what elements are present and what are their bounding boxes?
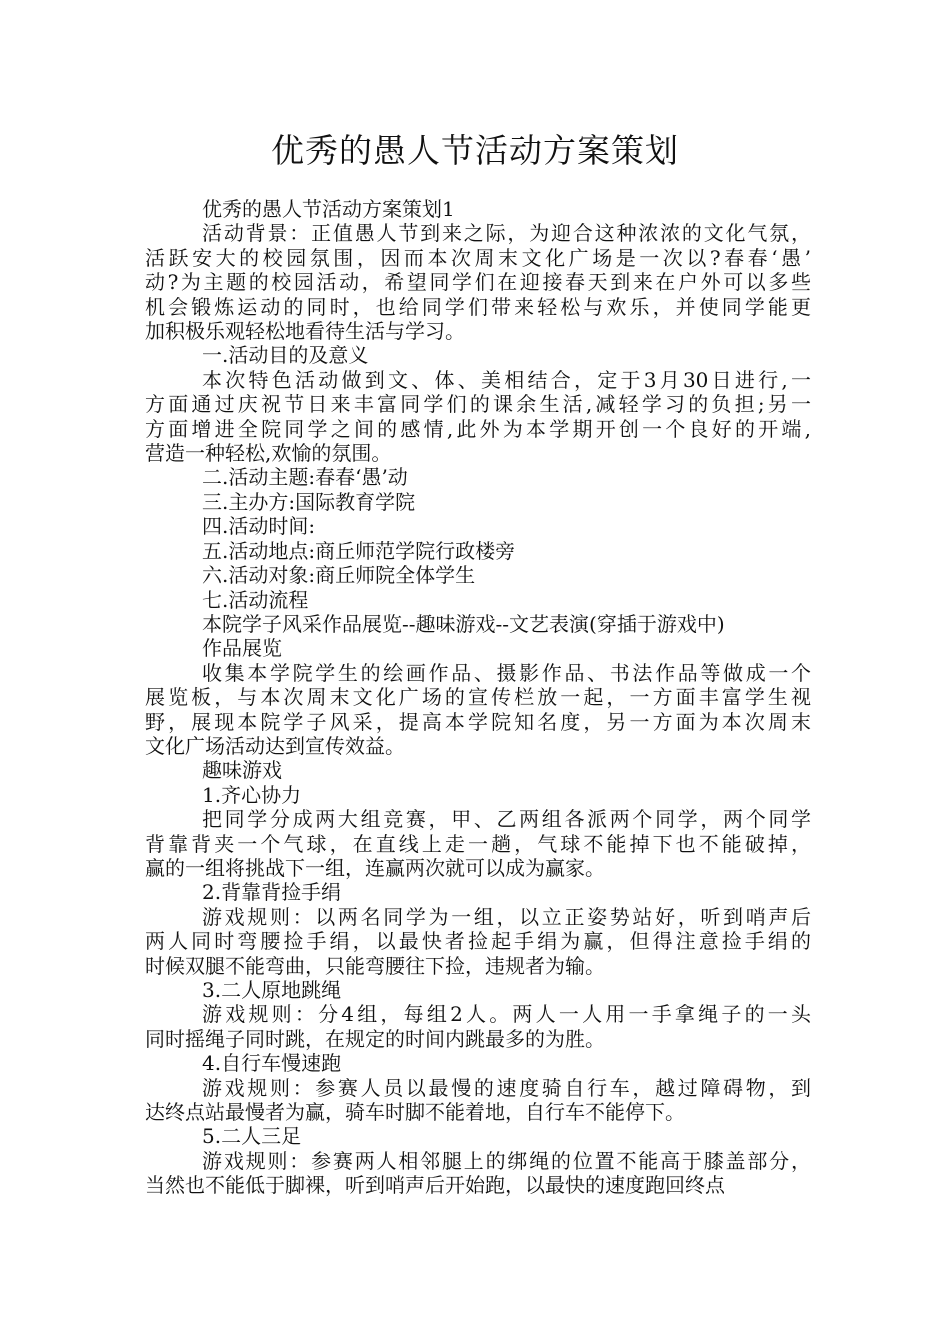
text-line: 赢的一组将挑战下一组，连赢两次就可以成为赢家。: [145, 855, 605, 880]
text-line: 1.齐心协力: [202, 782, 302, 807]
text-line: 文化广场活动达到宣传效益。: [145, 733, 405, 758]
paragraph: [145, 758, 811, 782]
text-line: 营造一种轻松,欢愉的氛围。: [145, 441, 392, 466]
text-line: 本院学子风采作品展览--趣味游戏--文艺表演(穿插于游戏中): [202, 611, 725, 636]
text-line: 达终点站最慢者为赢，骑车时脚不能着地，自行车不能停下。: [145, 1100, 685, 1125]
text-line: 游戏规则：参赛两人相邻腿上的绑绳的位置不能高于膝盖部分，: [202, 1148, 811, 1173]
paragraph: [145, 368, 811, 466]
paragraph: [145, 783, 811, 807]
text-line: 3.二人原地跳绳: [202, 978, 342, 1002]
text-line: 优秀的愚人节活动方案策划1: [202, 197, 455, 221]
text-line: 方面通过庆祝节日来丰富同学们的课余生活,减轻学习的负担;另一: [145, 392, 811, 417]
paragraph: [145, 1076, 811, 1125]
text-line: 收集本学院学生的绘画作品、摄影作品、书法作品等做成一个: [202, 660, 811, 685]
text-line: 游戏规则：以两名同学为一组，以立正姿势站好，听到哨声后: [202, 904, 811, 929]
paragraph: [145, 612, 811, 636]
text-line: 趣味游戏: [202, 758, 282, 783]
text-line: 方面增进全院同学之间的感情,此外为本学期开创一个良好的开端,: [145, 416, 811, 441]
text-line: 五.活动地点:商丘师范学院行政楼旁: [202, 538, 516, 563]
text-line: 游戏规则：分4组，每组2人。两人一人用一手拿绳子的一头: [202, 1002, 811, 1027]
text-line: 动?为主题的校园活动，希望同学们在迎接春天到来在户外可以多些: [145, 270, 811, 295]
text-line: 4.自行车慢速跑: [202, 1051, 342, 1076]
paragraph: [145, 978, 811, 1002]
text-line: 当然也不能低于脚裸，听到哨声后开始跑，以最快的速度跑回终点: [145, 1173, 725, 1198]
text-line: 野，展现本院学子风采，提高本学院知名度，另一方面为本次周末: [145, 709, 811, 734]
paragraph: [145, 490, 811, 514]
text-line: 5.二人三足: [202, 1124, 302, 1149]
paragraph: [145, 636, 811, 660]
text-line: 展览板，与本次周末文化广场的宣传栏放一起，一方面丰富学生视: [145, 685, 811, 710]
paragraph: [145, 539, 811, 563]
paragraph: [145, 197, 811, 221]
text-line: 背靠背夹一个气球，在直线上走一趟，气球不能掉下也不能破掉，: [145, 831, 811, 856]
paragraph: [145, 1149, 811, 1198]
text-line: 本次特色活动做到文、体、美相结合，定于3月30日进行,一: [202, 367, 811, 392]
text-line: 把同学分成两大组竞赛，甲、乙两组各派两个同学，两个同学: [202, 807, 811, 832]
paragraph: [145, 465, 811, 489]
paragraph: [145, 563, 811, 587]
paragraph: [145, 905, 811, 978]
text-line: 六.活动对象:商丘师院全体学生: [202, 563, 476, 588]
text-line: 活跃安大的校园氛围，因而本次周末文化广场是一次以?春春‘愚’: [145, 245, 811, 270]
text-line: 机会锻炼运动的同时，也给同学们带来轻松与欢乐，并使同学能更: [145, 294, 811, 319]
text-line: 两人同时弯腰捡手绢，以最快者捡起手绢为赢，但得注意捡手绢的: [145, 929, 811, 954]
paragraph: [145, 1051, 811, 1075]
text-line: 游戏规则：参赛人员以最慢的速度骑自行车，越过障碍物，到: [202, 1075, 811, 1100]
paragraph: [145, 343, 811, 367]
text-line: 同时摇绳子同时跳，在规定的时间内跳最多的为胜。: [145, 1026, 605, 1051]
paragraph: [145, 661, 811, 759]
text-line: 三.主办方:国际教育学院: [202, 489, 416, 514]
document-title: 优秀的愚人节活动方案策划: [271, 131, 679, 170]
paragraph: [145, 807, 811, 880]
paragraph: [145, 514, 811, 538]
text-line: 四.活动时间:: [202, 514, 316, 539]
paragraph: [145, 588, 811, 612]
text-line: 时候双腿不能弯曲，只能弯腰往下捡，违规者为输。: [145, 953, 605, 978]
paragraph: [145, 1002, 811, 1051]
paragraph: [145, 880, 811, 904]
text-line: 一.活动目的及意义: [202, 343, 369, 368]
paragraph: [145, 1124, 811, 1148]
text-line: 2.背靠背捡手绢: [202, 880, 342, 905]
text-line: 活动背景：正值愚人节到来之际，为迎合这种浓浓的文化气氛，: [202, 221, 811, 246]
paragraph: [145, 221, 811, 343]
text-line: 作品展览: [202, 636, 282, 661]
text-line: 二.活动主题:春春‘愚’动: [202, 465, 408, 490]
text-line: 加积极乐观轻松地看待生活与学习。: [145, 319, 465, 344]
document-body: [145, 197, 811, 1198]
text-line: 七.活动流程: [202, 587, 309, 612]
